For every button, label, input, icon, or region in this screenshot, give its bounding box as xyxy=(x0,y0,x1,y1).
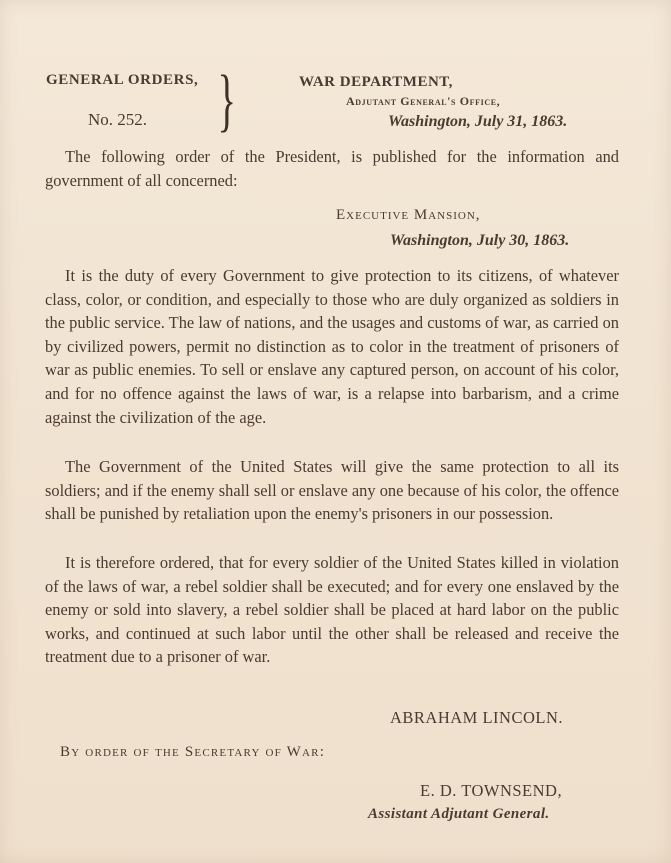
header-date-line: Washington, July 31, 1863. xyxy=(388,113,568,130)
secretary-title: Assistant Adjutant General. xyxy=(368,806,550,822)
war-department-heading: WAR DEPARTMENT, xyxy=(299,74,453,90)
general-orders-heading: GENERAL ORDERS, xyxy=(46,72,199,88)
body-paragraph-2: The Government of the United States will give the same protection to all its soldiers; and if the enemy shall sell or enslave any one because of his color, the offence shall be punished by retaliation upon the enemy's prisoners in our possession. xyxy=(45,457,619,524)
intro-paragraph: The following order of the President, is published for the information and government of all concerned: xyxy=(45,147,619,190)
executive-mansion-line: Executive Mansion, xyxy=(336,207,481,223)
secretary-name: E. D. TOWNSEND, xyxy=(420,781,563,800)
header-brace: } xyxy=(217,62,237,139)
adjutant-office-line: Adjutant General's Office, xyxy=(346,94,501,108)
order-number: No. 252. xyxy=(88,110,148,129)
order-of-secretary-line: By order of the Secretary of War: xyxy=(60,744,326,760)
president-signature: ABRAHAM LINCOLN. xyxy=(390,708,563,727)
body-paragraph-3: It is therefore ordered, that for every soldier of the United States killed in violation of the laws of war, a rebel soldier shall be executed; and for every one enslaved by the enemy or sold into slavery, a rebel soldier shall be placed at hard labor on the public works, and continued at such labor until the other shall be released and receive the treatment due to a prisoner of war. xyxy=(45,553,619,667)
executive-date-line: Washington, July 30, 1863. xyxy=(390,232,570,249)
body-paragraph-1: It is the duty of every Government to give protection to its citizens, of whatever class, color, or condition, and especially to those who are duly organized as soldiers in the public service. The law of nations, and the usages and customs of war, as carried on by civilized powers, permit no distinction as to color in the treatment of prisoners of war as public enemies. To sell or enslave any captured person, on account of his color, and for no offence against the laws of war, is a relapse into barbarism, and a crime against the civilization of the age. xyxy=(45,266,619,427)
